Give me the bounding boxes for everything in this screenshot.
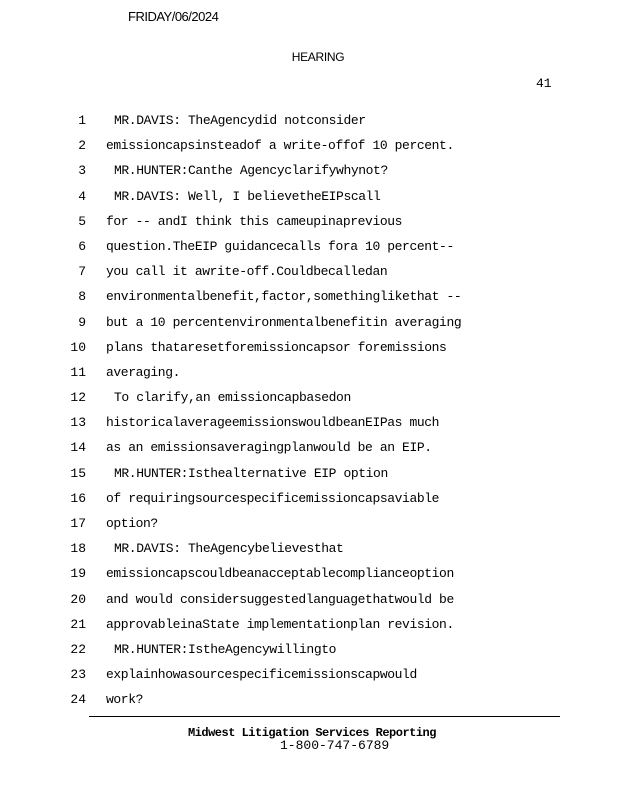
line-text: for -- andI think this cameupinaprevious — [106, 213, 403, 229]
line-number: 18 — [70, 541, 86, 557]
line-text: of requiringsourcespecificemissioncapsaviable — [106, 490, 440, 506]
transcript-line — [0, 360, 618, 385]
line-number: 16 — [70, 490, 86, 506]
line-text: environmentalbenefit,factor,somethinglikethat -- — [106, 289, 462, 305]
line-number: 20 — [70, 591, 86, 607]
line-number: 2 — [78, 138, 86, 154]
transcript-line — [0, 511, 618, 536]
line-number: 14 — [70, 440, 86, 456]
transcript-body — [0, 108, 618, 713]
footer-company: Midwest Litigation Services Reporting — [188, 726, 436, 740]
line-number: 21 — [70, 616, 86, 632]
transcript-line — [0, 536, 618, 561]
transcript-line — [0, 612, 618, 637]
transcript-line — [0, 133, 618, 158]
line-number: 1 — [78, 113, 86, 128]
transcript-line — [0, 662, 618, 687]
transcript-line — [0, 209, 618, 234]
line-text: emissioncapscouldbeanacceptablecomplianceoption — [106, 566, 454, 582]
line-number: 8 — [78, 289, 86, 305]
line-number: 13 — [70, 415, 86, 431]
transcript-line — [0, 461, 618, 486]
line-number: 24 — [70, 692, 86, 708]
line-text: but a 10 percentenvironmentalbenefitin averaging — [106, 314, 462, 330]
line-number: 22 — [70, 641, 86, 657]
line-text: MR.DAVIS: Well, I believetheEIPscall — [114, 188, 381, 204]
transcript-line — [0, 108, 618, 133]
line-text: approvableinaState implementationplan revision. — [106, 616, 454, 632]
transcript-line — [0, 284, 618, 309]
line-number: 11 — [70, 364, 86, 380]
line-number: 9 — [78, 314, 86, 330]
line-number: 5 — [78, 213, 86, 229]
line-number: 10 — [70, 339, 86, 355]
line-text: and would considersuggestedlanguagethatwould be — [106, 591, 454, 607]
transcript-line — [0, 486, 618, 511]
line-text: MR.DAVIS: TheAgencydid notconsider — [114, 113, 366, 128]
footer-divider — [89, 716, 560, 717]
line-number: 12 — [70, 390, 86, 406]
transcript-line — [0, 435, 618, 460]
line-text: historicalaverageemissionswouldbeanEIPas much — [106, 415, 440, 431]
transcript-line — [0, 587, 618, 612]
line-number: 15 — [70, 465, 86, 481]
line-text: emissioncapsinsteadof a write-offof 10 percent. — [106, 138, 454, 154]
transcript-line — [0, 561, 618, 586]
line-number: 7 — [78, 264, 86, 280]
line-number: 17 — [70, 516, 86, 531]
line-text: you call it awrite-off.Couldbecalledan — [106, 264, 388, 280]
line-number: 4 — [78, 188, 86, 204]
line-text: MR.HUNTER:IstheAgencywillingto — [114, 641, 337, 657]
line-text: as an emissionsaveragingplanwould be an EIP. — [106, 440, 432, 456]
transcript-line — [0, 158, 618, 183]
transcript-line — [0, 184, 618, 209]
transcript-line — [0, 410, 618, 435]
footer-phone: 1-800-747-6789 — [280, 738, 390, 753]
transcript-line — [0, 259, 618, 284]
line-number: 6 — [78, 238, 86, 254]
transcript-line — [0, 310, 618, 335]
transcript-line — [0, 234, 618, 259]
header-title: HEARING — [291, 50, 345, 64]
line-text: work? — [106, 692, 144, 708]
header-date: FRIDAY/06/2024 — [128, 9, 219, 24]
line-number: 3 — [78, 163, 86, 179]
transcript-line — [0, 385, 618, 410]
line-text: averaging. — [106, 364, 181, 380]
line-text: To clarify,an emissioncapbasedon — [114, 390, 351, 406]
line-text: option? — [106, 516, 158, 531]
line-text: MR.DAVIS: TheAgencybelievesthat — [114, 541, 344, 557]
line-number: 19 — [70, 566, 86, 582]
page-number: 41 — [536, 76, 552, 91]
transcript-line — [0, 687, 618, 712]
line-text: explainhowasourcespecificemissionscapwould — [106, 667, 417, 683]
line-text: plans thataresetforemissioncapsor foremissions — [106, 339, 447, 355]
transcript-line — [0, 637, 618, 662]
line-number: 23 — [70, 667, 86, 683]
line-text: MR.HUNTER:Isthealternative EIP option — [114, 465, 388, 481]
line-text: MR.HUNTER:Canthe Agencyclarifywhynot? — [114, 163, 388, 179]
transcript-line — [0, 335, 618, 360]
line-text: question.TheEIP guidancecalls fora 10 percent-- — [106, 238, 454, 254]
